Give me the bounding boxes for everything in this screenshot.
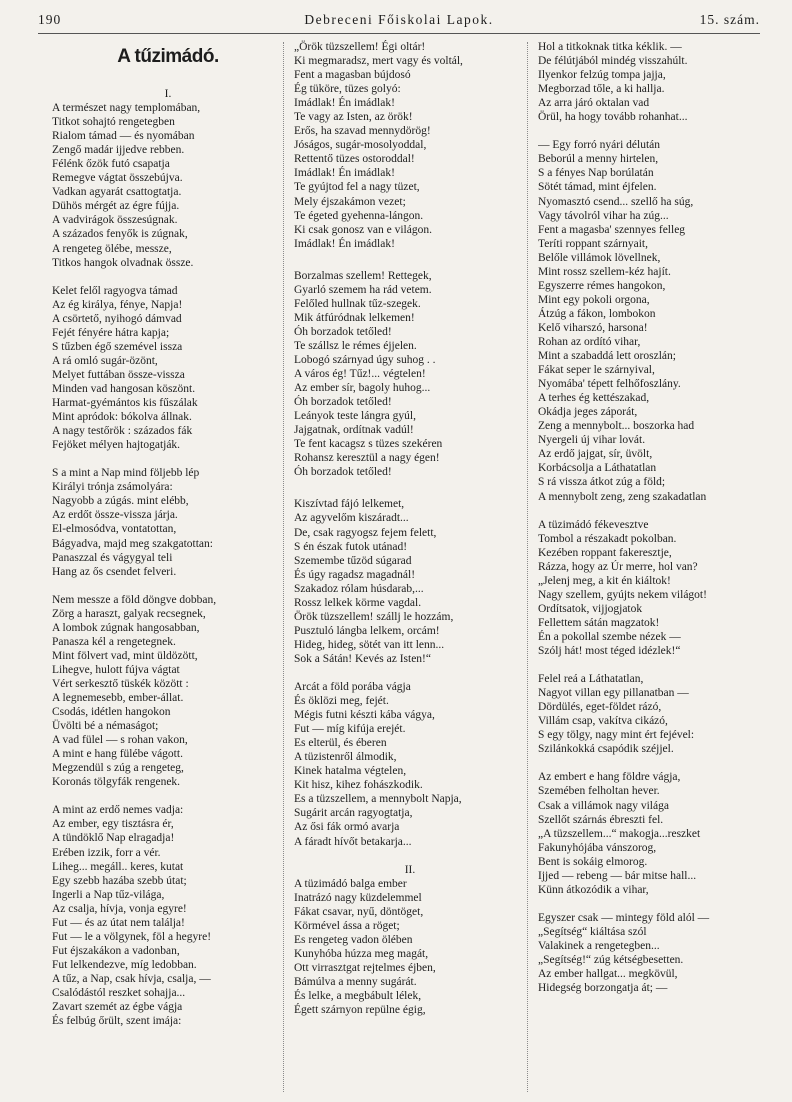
verse-line: A nagy testőrök : százados fák [52, 425, 193, 438]
verse-line: Óh borzadok tetőled! [294, 466, 392, 479]
verse-line: De, csak ragyogsz fejem felett, [294, 526, 437, 539]
verse-line: Es a tüzszellem, a mennybolt Napja, [294, 793, 462, 806]
verse-line: „A tüzszellem...“ makogja...reszket [538, 827, 701, 840]
verse-line: Es elterül, és éberen [294, 737, 387, 750]
verse-line: A vadvirágok összesúgnak. [52, 214, 178, 227]
verse-line: Nagy szellem, gyújts nekem világot! [538, 588, 707, 601]
verse-line: Megzendül s zúg a rengeteg, [52, 762, 184, 775]
verse-line: Leányok teste lángra gyúl, [294, 410, 416, 423]
verse-line: Okádja jeges záporát, [538, 406, 638, 419]
verse-line: Az ember, egy tisztásra ér, [52, 818, 174, 831]
verse-line: Az ősi fák ormó avarja [294, 821, 400, 834]
verse-line: Arcát a föld porába vágja [294, 681, 411, 694]
verse-line: Szilánkokká csapódik széjjel. [538, 743, 674, 756]
verse-line: A rengeteg ölébe, messze, [52, 242, 172, 255]
verse-line: Pusztuló lángba lelkem, orcám! [294, 624, 440, 637]
verse-line: A százados fenyők is zúgnak, [52, 228, 188, 241]
verse-line: Dördülés, eget-földet rázó, [538, 701, 662, 714]
text-column-2 [294, 40, 526, 1017]
verse-line: Ingerli a Nap tűz-világa, [52, 888, 165, 901]
verse-line: De félútjából mindég visszahúlt. [538, 55, 688, 68]
verse-line: Kinek hatalma végtelen, [294, 765, 407, 778]
page-header [38, 12, 760, 34]
verse-line: A fáradt hívőt betakarja... [294, 835, 412, 848]
verse-line: S tűzben égő szemével issza [52, 340, 183, 353]
verse-line: Az ember sír, bagoly huhog... [294, 382, 431, 395]
verse-line: Imádlak! Én imádlak! [294, 237, 395, 250]
verse-line: S a fényes Nap borúlatán [538, 167, 654, 180]
verse-line: A tündöklő Nap elragadja! [52, 832, 175, 845]
verse-line: A legnemesebb, ember-állat. [52, 692, 184, 705]
verse-line: Titkos hangok olvadnak össze. [52, 256, 194, 269]
verse-line: Vadkan agyarát csattogtatja. [52, 186, 182, 199]
journal-title: Debreceni Főiskolai Lapok. [304, 12, 494, 27]
verse-line: Fakunyhójába vánszorog, [538, 841, 657, 854]
verse-line: S rá vissza átkot zúg a föld; [538, 476, 666, 489]
verse-line: Imádlak! Én imádlak! [294, 97, 395, 110]
verse-line: Villám csap, vakítva cikázó, [538, 715, 668, 728]
stanza-gap [52, 789, 284, 803]
verse-line: Örök tüzszellem! szállj le hozzám, [294, 610, 454, 623]
verse-line: Nyomába' tépett felhőfoszlány. [538, 378, 681, 391]
verse-line: Korbácsolja a Láthatatlan [538, 462, 657, 475]
verse-line: Ordítsatok, vijjogjatok [538, 602, 643, 615]
verse-line: Az erdő jajgat, sír, üvölt, [538, 448, 653, 461]
verse-line: Lihegve, hulott fújva vágtat [52, 663, 180, 676]
verse-line: Zeng a mennybolt... boszorka had [538, 420, 695, 433]
verse-line: „Jelenj meg, a kit én kiáltok! [538, 574, 671, 587]
verse-line: Csak a villámok nagy világa [538, 799, 669, 812]
verse-line: Örül, ha hogy tovább rohanhat... [538, 111, 688, 124]
verse-line: Fejét fényére hátra kapja; [52, 326, 170, 339]
verse-line: Hang az ős csendet felveri. [52, 565, 177, 578]
verse-line: Bent is sokáig elmorog. [538, 855, 648, 868]
verse-line: Sok a Sátán! Kevés az Isten!“ [294, 652, 431, 665]
verse-line: Rialom támad — és nyomában [52, 130, 195, 143]
verse-line: Az erdőt össze-vissza járja. [52, 509, 178, 522]
issue-number: 15. szám. [699, 12, 760, 27]
verse-line: Mik átfúródnak lelkemen! [294, 311, 415, 324]
verse-line: Künn átkozódik a vihar, [538, 883, 649, 896]
verse-line: Fejöket mélyen hajtogatják. [52, 439, 181, 452]
verse-line: Szólj hát! most téged idézlek!“ [538, 645, 681, 658]
stanza-gap [294, 849, 526, 863]
verse-line: S a mint a Nap mind följebb lép [52, 467, 200, 480]
verse-line: Ott virrasztgat rejtelmes éjben, [294, 961, 436, 974]
verse-line: Fent a magasban bújdosó [294, 69, 411, 82]
verse-line: Mint rossz szellem-kéz hajít. [538, 265, 671, 278]
stanza-gap [294, 251, 526, 269]
verse-line: Rázza, hogy az Úr merre, hol van? [538, 560, 698, 573]
verse-line: S egy tölgy, nagy mint ért fejével: [538, 729, 695, 742]
verse-line: Kiszívtad fájó lelkemet, [294, 498, 405, 511]
verse-line: Hideg, hideg, sötét van itt lenn... [294, 638, 445, 651]
verse-line: Tombol a részakadt pokolban. [538, 532, 677, 545]
verse-line: Vagy távolról vihar ha zúg... [538, 209, 669, 222]
stanza-gap [294, 479, 526, 497]
verse-line: Nyomasztó csend... szellő ha súg, [538, 195, 694, 208]
verse-line: Valakinek a rengetegben... [538, 940, 660, 952]
verse-line: Fut éjszakákon a vadonban, [52, 944, 180, 957]
verse-line: A tüzimádó fékevesztve [538, 518, 649, 531]
verse-line: Zörg a haraszt, galyak recsegnek, [52, 607, 206, 620]
verse-line: Félénk őzök futó csapatja [52, 158, 170, 171]
verse-line: Ilyenkor felzúg tompa jajja, [538, 69, 666, 82]
verse-line: Az agyvelőm kiszáradt... [294, 512, 409, 525]
stanza-gap [52, 452, 284, 466]
verse-line: Fut lelkendezve, míg ledobban. [52, 958, 197, 971]
verse-line: A csörtető, nyihogó dámvad [52, 312, 182, 325]
text-column-3 [538, 40, 768, 995]
verse-line: A mint e hang fülébe vágott. [52, 748, 183, 761]
verse-line: A rá omló sugár-özönt, [52, 354, 158, 367]
verse-line: Mely éjszakámon vezet; [294, 195, 406, 208]
verse-line: És öklözi meg, fejét. [294, 695, 389, 708]
stanza-gap [52, 270, 284, 284]
verse-line: Lobogó szárnyad úgy suhog . . [294, 353, 436, 366]
verse-line: Fákat seper le szárnyival, [538, 364, 655, 377]
verse-line: Jóságos, sugár-mosolyoddal, [294, 139, 427, 152]
verse-line: Mint egy pokoli orgona, [538, 293, 650, 306]
verse-line: És lelke, a megbábult lélek, [294, 990, 422, 1003]
verse-line: Ég tüköre, tüzes golyó: [294, 83, 401, 96]
verse-line: A város ég! Tűz!... végtelen! [294, 368, 426, 381]
verse-line: — Egy forró nyári délután [538, 139, 660, 152]
verse-line: Nem messze a föld döngve dobban, [52, 593, 217, 606]
verse-line: A tüzistenről álmodik, [294, 751, 397, 764]
verse-line: Óh borzadok tetőled! [294, 396, 392, 409]
stanza-gap [538, 897, 768, 911]
verse-line: Kunyhóba húzza meg magát, [294, 947, 429, 960]
column-2-lines [294, 40, 526, 1017]
poem-title: A tűzimádó. [117, 46, 219, 67]
verse-line: Mint fölvert vad, mint üldözött, [52, 649, 198, 662]
verse-line: Szemében felholtan hever. [538, 785, 660, 798]
verse-line: Ki csak gonosz van e világon. [294, 223, 432, 236]
verse-line: Rettentő tüzes ostoroddal! [294, 153, 415, 166]
verse-line: A természet nagy templomában, [52, 102, 201, 115]
verse-line: Rossz lelkek körme vagdal. [294, 596, 422, 609]
verse-line: Az ember hallgat... megkövül, [538, 968, 678, 981]
verse-line: Harmat-gyémántos kis fűszálak [52, 397, 198, 410]
stanza-gap [52, 579, 284, 593]
verse-line: A vad fülel — s rohan vakon, [52, 734, 188, 747]
verse-line: S én észak futok utánad! [294, 540, 408, 553]
verse-line: „Segítség!“ zúg kétségbesetten. [538, 954, 684, 967]
verse-line: Óh borzadok tetőled! [294, 325, 392, 338]
verse-line: Nagyobb a zúgás. mint elébb, [52, 495, 189, 508]
verse-line: Az embert e hang földre vágja, [538, 771, 681, 784]
verse-line: Te gyújtod fel a nagy tüzet, [294, 181, 420, 194]
verse-line: Panasza kél a rengetegnek. [52, 635, 176, 648]
section-number: I. [164, 88, 172, 100]
verse-line: És felbúg őrült, szent imája: [52, 1015, 182, 1028]
verse-line: Vért serkesztő tüskék között : [52, 677, 189, 690]
verse-line: „Segítség“ kiáltása szól [538, 925, 647, 938]
verse-line: Melyet futtában össze-vissza [52, 368, 185, 381]
verse-line: Remegve vágtat összebújva. [52, 172, 183, 185]
verse-line: Mégis futni készti kába vágya, [294, 709, 435, 722]
stanza-gap [538, 756, 768, 770]
verse-line: Nyergeli új vihar lovát. [538, 434, 646, 447]
verse-line: Felel reá a Láthatatlan, [538, 673, 644, 686]
verse-line: Kelet felől ragyogva támad [52, 284, 178, 297]
verse-line: Erében izzik, forr a vér. [52, 846, 161, 859]
verse-line: Felőled hullnak tűz-szegek. [294, 297, 421, 310]
verse-line: Fut — és az útat nem találja! [52, 916, 185, 929]
verse-line: Egyszer csak — mintegy föld alól — [538, 911, 710, 924]
verse-line: A terhes ég kettészakad, [538, 392, 650, 405]
column-divider [527, 42, 528, 1092]
verse-line: Az arra járó oktalan vad [538, 97, 650, 110]
verse-line: Bámúlva a menny sugárát. [294, 976, 417, 988]
verse-line: Kit hisz, kihez fohászkodik. [294, 779, 423, 792]
verse-line: Fut — le a völgynek, föl a hegyre! [52, 930, 212, 943]
verse-line: A lombok zúgnak hangosabban, [52, 621, 200, 634]
column-3-lines [538, 40, 768, 995]
verse-line: Zavart szemét az égbe vágja [52, 1001, 183, 1014]
verse-line: Ijjed — rebeng — bár mitse hall... [538, 869, 697, 882]
verse-line: Hidegség borzongatja át; — [538, 982, 668, 995]
verse-line: Jajgatnak, ordítnak vadúl! [294, 424, 414, 437]
verse-line: Minden vad hangosan köszönt. [52, 382, 196, 395]
verse-line: Es rengeteg vadon ölében [294, 933, 413, 946]
stanza-gap [538, 658, 768, 672]
verse-line: Erős, ha szavad mennydörög! [294, 125, 431, 138]
verse-line: Sötét támad, mint éjfelen. [538, 181, 657, 194]
verse-line: El-elmosódva, vontatottan, [52, 523, 177, 536]
verse-line: Az csalja, hívja, vonja egyre! [52, 902, 187, 915]
verse-line: Királyi trónja zsámolyára: [52, 481, 173, 494]
verse-line: Kelő viharszó, harsona! [538, 321, 648, 334]
verse-line: Te vagy az Isten, az örök! [294, 111, 413, 124]
verse-line: Égett szárnyon repülne égig, [294, 1004, 426, 1017]
section-number: II. [404, 863, 416, 876]
verse-line: Mint apródok: bókolva állnak. [52, 411, 192, 424]
verse-line: A mennybolt zeng, zeng szakadatlan [538, 490, 707, 503]
verse-line: Csalódástól reszket sohajja... [52, 987, 186, 999]
verse-line: Inatrázó nagy küzdelemmel [294, 891, 422, 904]
verse-line: Te szállsz le rémes éjjelen. [294, 339, 417, 352]
verse-line: Körmével ássa a röget; [294, 919, 400, 932]
verse-line: Borzalmas szellem! Rettegek, [294, 269, 432, 282]
verse-line: Rohan az ordító vihar, [538, 335, 641, 348]
verse-line: Mint a szabaddá lett oroszlán; [538, 350, 676, 363]
stanza-gap [538, 124, 768, 138]
verse-line: Szellőt szárnás ébreszti fel. [538, 813, 664, 826]
verse-line: Ki megmaradsz, mert vagy és voltál, [294, 55, 463, 68]
verse-line: Rohansz keresztül a nagy égen! [294, 452, 440, 465]
verse-line: Kezében roppant fakeresztje, [538, 546, 672, 559]
verse-line: Belőle villámok lövellnek, [538, 251, 661, 264]
verse-line: Imádlak! Én imádlak! [294, 167, 395, 180]
text-column-1 [52, 40, 284, 1028]
verse-line: Beborúl a menny hirtelen, [538, 153, 659, 166]
verse-line: Koronás tölgyfák rengenek. [52, 776, 181, 789]
verse-line: „Örök tüzszellem! Égi oltár! [294, 41, 426, 53]
verse-line: Te fent kacagsz s tüzes szekéren [294, 438, 443, 451]
header-rule [38, 33, 760, 34]
verse-line: Zengő madár ijjedve rebben. [52, 144, 185, 157]
verse-line: Én a pokollal szembe nézek — [538, 630, 681, 643]
verse-line: Fákat csavar, nyű, döntöget, [294, 905, 424, 918]
verse-line: Te égeted gyehenna-lángon. [294, 209, 424, 222]
verse-line: Bágyadva, majd meg szakgatottan: [52, 537, 213, 550]
column-1-lines [52, 87, 284, 1028]
stanza-gap [538, 504, 768, 518]
verse-line: Teríti roppant szárnyait, [538, 237, 649, 250]
verse-line: A tüzimádó balga ember [294, 877, 407, 890]
verse-line: Átzúg a fákon, lombokon [538, 307, 656, 320]
verse-line: Egy szebb hazába szebb útat; [52, 874, 187, 887]
verse-line: És úgy ragadsz magadnál! [294, 568, 416, 581]
verse-line: Fent a magasba' szennyes felleg [538, 223, 686, 236]
page-number: 190 [38, 12, 62, 27]
verse-line: Szakadoz rólam húsdarab,... [294, 582, 424, 595]
verse-line: Egyszerre rémes hangokon, [538, 279, 666, 292]
verse-line: Titkot sohajtó rengetegben [52, 116, 175, 129]
verse-line: Megborzad tőle, a ki hallja. [538, 83, 665, 96]
verse-line: Fut — míg kifúja erejét. [294, 723, 406, 736]
verse-line: Panaszzal és vágygyal teli [52, 551, 173, 564]
verse-line: Liheg... megáll.. keres, kutat [52, 860, 184, 873]
stanza-gap [294, 666, 526, 680]
verse-line: Gyarló szemem ha rád vetem. [294, 283, 432, 296]
verse-line: Nagyot villan egy pillanatban — [538, 687, 689, 700]
verse-line: A tűz, a Nap, csak hívja, csalja, — [52, 972, 211, 985]
verse-line: Csodás, idétlen hangokon [52, 706, 171, 719]
verse-line: Az ég királya, fénye, Napja! [52, 298, 183, 311]
verse-line: Szemembe tűzöd súgarad [294, 554, 412, 567]
verse-line: A mint az erdő nemes vadja: [52, 804, 184, 817]
verse-line: Hol a titkoknak titka kéklik. — [538, 41, 682, 53]
verse-line: Üvölti bé a némaságot; [52, 720, 159, 733]
verse-line: Sugárit arcán ragyogtatja, [294, 807, 413, 820]
verse-line: Fellettem sátán magzatok! [538, 616, 660, 629]
verse-line: Dühös mérgét az égre fújja. [52, 200, 180, 213]
